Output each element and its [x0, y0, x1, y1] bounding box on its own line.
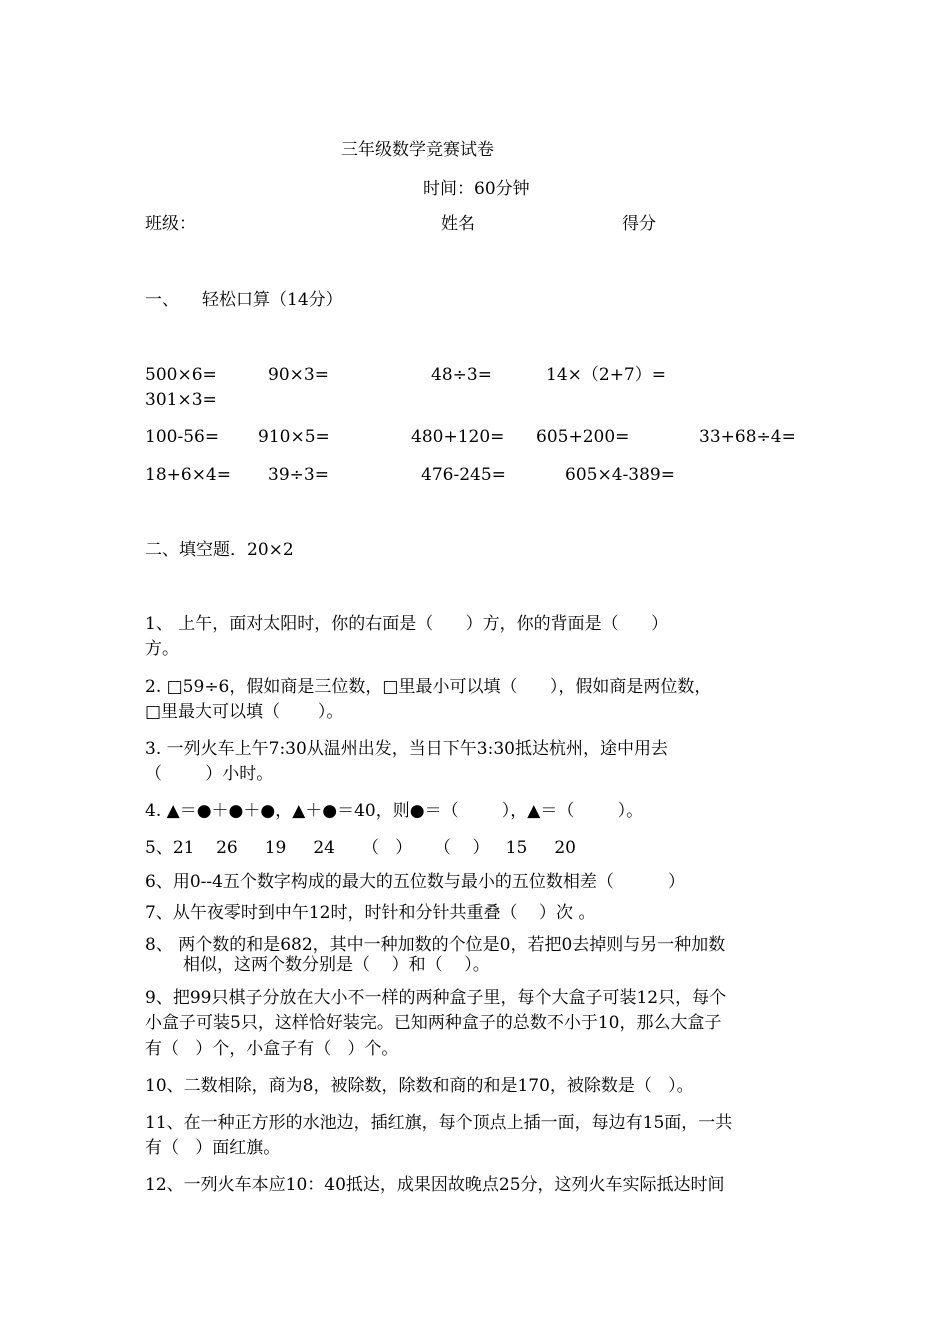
exam-title: 三年级数学竞赛试卷 [341, 140, 494, 160]
question-line: 8、 两个数的和是682，其中一种加数的个位是0，若把0去掉则与另一种加数 [145, 935, 726, 955]
question-line: 方。 [145, 639, 179, 659]
calc-item: 480+120= [411, 427, 505, 447]
section2-heading: 二、填空题．20×2 [145, 540, 294, 560]
question-line: 相似，这两个数分别是（ ）和（ ）。 [183, 955, 490, 975]
question-line: 9、把99只棋子分放在大小不一样的两种盒子里，每个大盒子可装12只，每个 [145, 988, 727, 1008]
section1-heading: 轻松口算（14分） [202, 290, 343, 310]
calc-item: 48÷3= [431, 365, 492, 385]
calc-item: 39÷3= [268, 465, 329, 485]
question-line: 10、二数相除，商为8，被除数，除数和商的和是170，被除数是（ ）。 [145, 1076, 694, 1096]
question-line: □里最大可以填（ ）。 [145, 702, 344, 722]
question-line: 11、在一种正方形的水池边，插红旗，每个顶点上插一面，每边有15面，一共 [145, 1113, 733, 1133]
question-line: 小盒子可装5只，这样恰好装完。已知两种盒子的总数不小于10，那么大盒子 [145, 1013, 722, 1033]
question-line: 3. 一列火车上午7:30从温州出发，当日下午3:30抵达杭州，途中用去 [145, 739, 668, 759]
question-line: 有（ ）面红旗。 [145, 1138, 281, 1158]
question-line: 12、一列火车本应10：40抵达，成果因故晚点25分，这列火车实际抵达时间 [145, 1175, 725, 1195]
class-label: 班级： [145, 214, 196, 234]
calc-item: 100-56= [145, 427, 220, 447]
calc-item: 90×3= [268, 365, 329, 385]
calc-item: 910×5= [258, 427, 330, 447]
question-line: 5、21 26 19 24 （ ） （ ） 15 20 [145, 838, 576, 858]
question-line: 6、用0--4五个数字构成的最大的五位数与最小的五位数相差（ ） [145, 872, 685, 892]
question-line: （ ）小时。 [145, 764, 274, 784]
time-limit: 时间：60分钟 [423, 179, 530, 199]
score-label: 得分 [622, 214, 656, 234]
question-line: 4. ▲＝●＋●＋●，▲＋●＝40，则●＝（ ），▲＝（ ）。 [145, 801, 644, 821]
question-line: 有（ ）个，小盒子有（ ）个。 [145, 1039, 399, 1059]
question-line: 2. □59÷6，假如商是三位数，□里最小可以填（ ），假如商是两位数， [145, 677, 712, 697]
calc-item: 605×4-389= [565, 465, 675, 485]
calc-item: 18+6×4= [145, 465, 231, 485]
calc-item: 605+200= [536, 427, 630, 447]
calc-item: 33+68÷4= [699, 427, 796, 447]
question-line: 1、 上午，面对太阳时，你的右面是（ ）方，你的背面是（ ） [145, 614, 669, 634]
section1-number: 一、 [145, 290, 179, 310]
question-line: 7、从午夜零时到中午12时，时针和分针共重叠（ ）次 。 [145, 903, 596, 923]
calc-item: 14×（2+7）= [546, 365, 666, 385]
calc-item: 476-245= [421, 465, 506, 485]
calc-item: 500×6= [145, 365, 217, 385]
calc-item: 301×3= [145, 390, 217, 410]
name-label: 姓名 [441, 214, 475, 234]
